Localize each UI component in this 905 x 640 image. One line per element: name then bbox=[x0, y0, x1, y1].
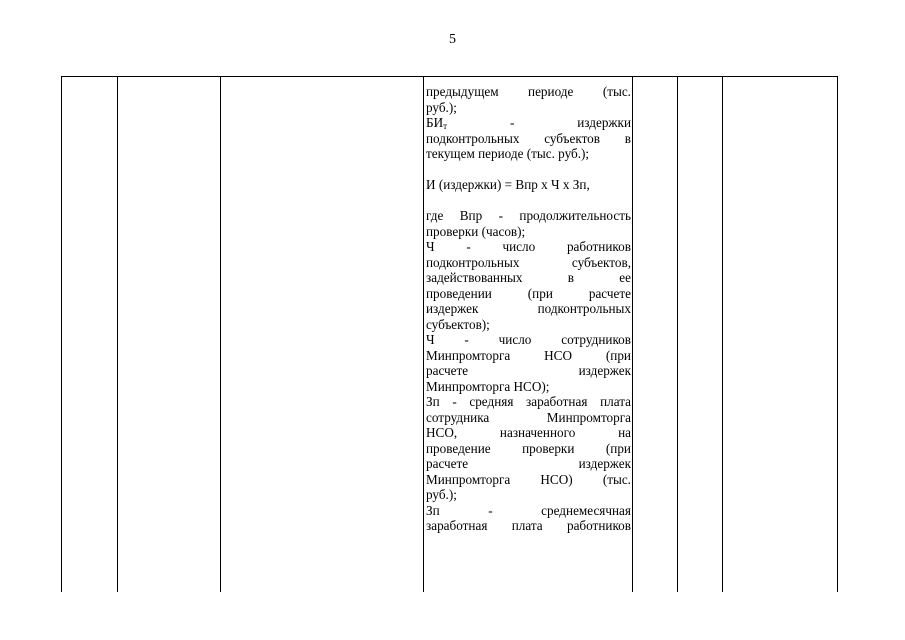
text-line bbox=[426, 410, 631, 426]
text-line bbox=[426, 115, 631, 131]
text-word: издержек bbox=[426, 301, 479, 316]
text-line bbox=[426, 394, 631, 410]
text-line bbox=[426, 224, 631, 240]
text-word: на bbox=[618, 425, 631, 440]
text-word: Минпромторга bbox=[426, 471, 511, 487]
text-word: расчете bbox=[426, 363, 469, 378]
text-line bbox=[426, 270, 631, 286]
text-word: субъектов, bbox=[571, 254, 631, 270]
text-word: - bbox=[509, 115, 515, 130]
text-line bbox=[426, 301, 631, 317]
text-line bbox=[426, 286, 631, 302]
text-line bbox=[426, 503, 631, 519]
text-line bbox=[426, 348, 631, 364]
blank-line bbox=[426, 193, 631, 209]
text-word: издержек bbox=[578, 456, 631, 471]
text-word: заработная bbox=[526, 394, 588, 409]
text-word: субъектов bbox=[544, 130, 600, 146]
text-word: руб.); bbox=[426, 487, 457, 502]
text-word: проверки (часов); bbox=[426, 223, 526, 239]
document-table bbox=[61, 76, 838, 592]
text-word: расчете bbox=[588, 285, 631, 301]
text-word: периоде bbox=[528, 84, 574, 99]
text-word: Минпромторга bbox=[546, 409, 631, 425]
text-line bbox=[426, 317, 631, 333]
text-word: Впр bbox=[459, 208, 483, 223]
text-word: Минпромторга bbox=[426, 347, 511, 363]
text-line bbox=[426, 255, 631, 271]
text-word: Зп bbox=[426, 394, 440, 409]
text-word: И (издержки) = Впр х Ч х Зп, bbox=[426, 177, 590, 192]
text-word: проведение bbox=[426, 440, 491, 456]
column-divider bbox=[632, 77, 633, 592]
text-word: НСО) bbox=[540, 471, 573, 487]
text-word: - bbox=[464, 332, 469, 347]
text-word: проверки bbox=[522, 440, 575, 456]
text-word: (тыс. bbox=[602, 471, 631, 487]
text-word: работников bbox=[566, 239, 631, 254]
text-word: руб.); bbox=[426, 99, 457, 115]
text-word: средняя bbox=[469, 394, 514, 409]
text-line bbox=[426, 472, 631, 488]
text-word: где bbox=[426, 208, 444, 223]
text-word: - bbox=[488, 502, 493, 518]
text-word: сотрудника bbox=[426, 409, 490, 425]
text-line bbox=[426, 425, 631, 441]
column-divider bbox=[220, 77, 221, 592]
text-line bbox=[426, 100, 631, 116]
text-word: субъектов); bbox=[426, 316, 490, 332]
text-line bbox=[426, 363, 631, 379]
subscript: т bbox=[443, 121, 448, 131]
text-word: Ч bbox=[426, 332, 435, 347]
text-word: назначенного bbox=[499, 425, 576, 440]
text-word: подконтрольных bbox=[426, 130, 520, 146]
text-word: НСО bbox=[544, 347, 572, 363]
column-divider bbox=[722, 77, 723, 592]
text-word: среднемесячная bbox=[541, 502, 631, 518]
column-divider bbox=[117, 77, 118, 592]
page-number: 5 bbox=[449, 32, 456, 47]
text-line bbox=[426, 487, 631, 503]
text-word: издержки bbox=[577, 115, 631, 130]
text-word: (тыс. bbox=[602, 84, 631, 99]
text-word: Ч bbox=[426, 239, 435, 254]
text-word: число bbox=[502, 239, 536, 254]
text-line bbox=[426, 239, 631, 255]
text-line bbox=[426, 177, 631, 193]
text-word: плата bbox=[600, 394, 631, 409]
text-word: подконтрольных bbox=[537, 301, 631, 316]
text-word: издержек bbox=[578, 363, 631, 378]
text-line bbox=[426, 518, 631, 534]
text-word: Минпромторга НСО); bbox=[426, 378, 550, 394]
text-word: в bbox=[624, 130, 631, 146]
text-word: проведении bbox=[426, 285, 492, 301]
text-word: работников bbox=[566, 518, 631, 533]
text-word: $БИ_т$ bbox=[426, 115, 448, 131]
text-word: - bbox=[452, 394, 457, 409]
text-word: (при bbox=[527, 285, 553, 301]
text-word: подконтрольных bbox=[426, 254, 520, 270]
text-word: текущем периоде (тыс. руб.); bbox=[426, 146, 590, 161]
column-divider bbox=[677, 77, 678, 592]
table-cell-text bbox=[426, 84, 631, 534]
text-word: расчете bbox=[426, 456, 469, 471]
text-word: задействованных bbox=[426, 270, 523, 285]
text-word: Зп bbox=[426, 502, 440, 518]
text-line bbox=[426, 208, 631, 224]
text-word: ее bbox=[619, 270, 631, 285]
text-line bbox=[426, 456, 631, 472]
text-word: число bbox=[498, 332, 532, 347]
text-word: (при bbox=[605, 440, 631, 456]
text-line bbox=[426, 131, 631, 147]
column-divider bbox=[423, 77, 424, 592]
blank-line bbox=[426, 162, 631, 178]
text-word: продолжительность bbox=[519, 208, 631, 223]
text-word: (при bbox=[605, 347, 631, 363]
text-word: - bbox=[498, 208, 503, 223]
text-line bbox=[426, 441, 631, 457]
text-word: НСО, bbox=[426, 425, 458, 440]
text-word: предыдущем bbox=[426, 84, 499, 99]
text-line bbox=[426, 84, 631, 100]
text-word: сотрудников bbox=[561, 332, 631, 347]
text-word: - bbox=[466, 239, 471, 254]
text-line bbox=[426, 379, 631, 395]
text-line bbox=[426, 146, 631, 162]
text-word: плата bbox=[511, 518, 543, 533]
text-word: в bbox=[567, 270, 575, 285]
text-line bbox=[426, 332, 631, 348]
text-word: заработная bbox=[426, 518, 488, 533]
